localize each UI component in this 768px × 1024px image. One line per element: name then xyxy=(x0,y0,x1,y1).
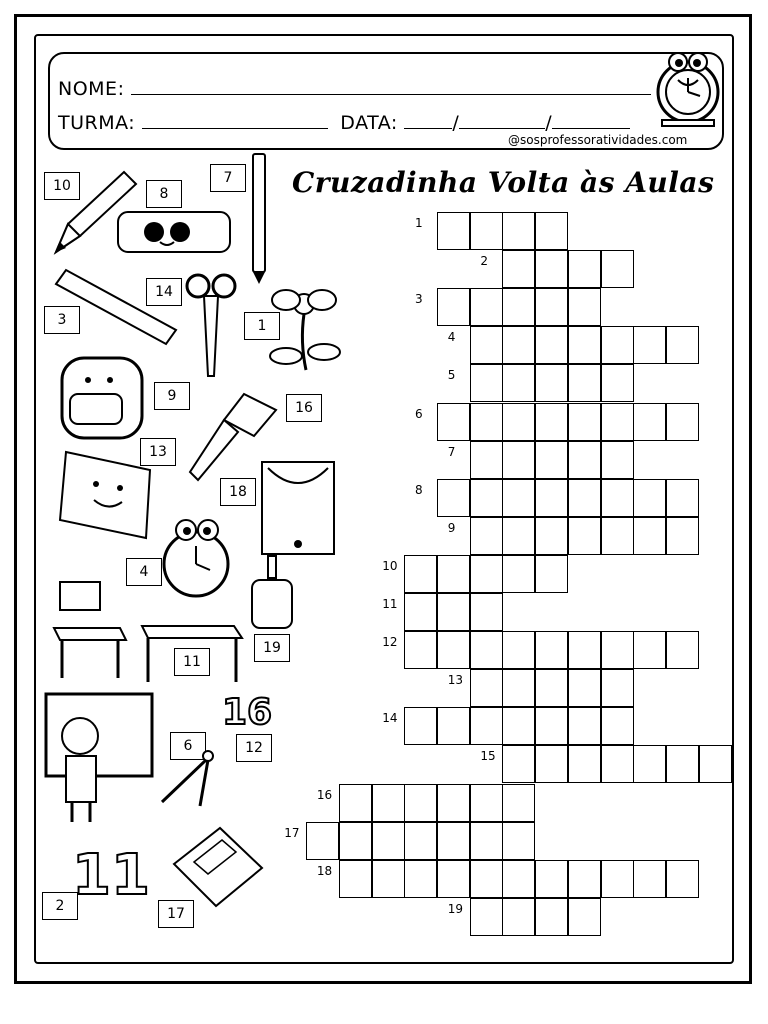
grid-cell[interactable] xyxy=(568,669,601,707)
notebook-icon xyxy=(170,824,266,910)
picture-number-3: 3 xyxy=(44,306,80,334)
grid-cell[interactable] xyxy=(470,707,503,745)
grid-cell[interactable] xyxy=(601,669,634,707)
ruler-icon xyxy=(52,266,180,348)
grid-cell[interactable] xyxy=(535,745,568,783)
grid-cell[interactable] xyxy=(601,479,634,517)
grid-cell[interactable] xyxy=(470,631,503,669)
grid-cell[interactable] xyxy=(404,631,437,669)
grid-cell[interactable] xyxy=(502,517,535,555)
grid-cell[interactable] xyxy=(535,288,568,326)
grid-cell[interactable] xyxy=(339,860,372,898)
grid-cell[interactable] xyxy=(502,631,535,669)
grid-cell[interactable] xyxy=(437,593,470,631)
grid-cell[interactable] xyxy=(666,479,699,517)
grid-cell[interactable] xyxy=(372,784,405,822)
credit-text: @sosprofessoratividades.com xyxy=(508,133,688,147)
date-month-line[interactable] xyxy=(459,110,545,129)
grid-cell[interactable] xyxy=(568,745,601,783)
grid-cell[interactable] xyxy=(502,745,535,783)
grid-cell[interactable] xyxy=(437,555,470,593)
school-desk-icon xyxy=(136,622,246,686)
svg-text:11: 11 xyxy=(72,843,150,908)
grid-cell[interactable] xyxy=(502,555,535,593)
grid-cell[interactable] xyxy=(568,288,601,326)
clue-number-12: 12 xyxy=(382,635,398,650)
svg-text:16: 16 xyxy=(222,692,273,733)
grid-cell[interactable] xyxy=(601,631,634,669)
grid-cell[interactable] xyxy=(502,441,535,479)
grid-cell[interactable] xyxy=(535,441,568,479)
date-separator: / xyxy=(452,112,460,134)
grid-cell[interactable] xyxy=(601,441,634,479)
grid-cell[interactable] xyxy=(470,784,503,822)
picture-number-19: 19 xyxy=(254,634,290,662)
grid-cell[interactable] xyxy=(470,326,503,364)
picture-number-10: 10 xyxy=(44,172,80,200)
date-year-line[interactable] xyxy=(552,110,630,129)
grid-cell[interactable] xyxy=(535,212,568,250)
grid-cell[interactable] xyxy=(601,250,634,288)
compass-icon xyxy=(156,748,222,810)
grid-cell[interactable] xyxy=(535,479,568,517)
grid-cell[interactable] xyxy=(666,745,699,783)
clue-number-3: 3 xyxy=(415,292,423,307)
number-11-icon xyxy=(70,836,150,908)
grid-cell[interactable] xyxy=(666,326,699,364)
clue-number-9: 9 xyxy=(447,520,456,535)
picture-number-12: 12 xyxy=(236,734,272,762)
glue-flower-icon xyxy=(262,282,346,374)
picture-number-14: 14 xyxy=(146,278,182,306)
grid-cell[interactable] xyxy=(633,860,666,898)
grid-cell[interactable] xyxy=(306,822,339,860)
picture-number-8: 8 xyxy=(146,180,182,208)
grid-cell[interactable] xyxy=(502,860,535,898)
grid-cell[interactable] xyxy=(633,631,666,669)
grid-cell[interactable] xyxy=(601,860,634,898)
grid-cell[interactable] xyxy=(404,860,437,898)
clock-mascot-icon xyxy=(648,44,728,128)
class-date-row xyxy=(58,110,630,134)
grid-cell[interactable] xyxy=(470,403,503,441)
grid-cell[interactable] xyxy=(470,555,503,593)
eraser-icon xyxy=(114,208,234,258)
grid-cell[interactable] xyxy=(437,288,470,326)
grid-cell[interactable] xyxy=(633,326,666,364)
grid-cell[interactable] xyxy=(535,631,568,669)
clue-number-11: 11 xyxy=(382,597,398,611)
clue-number-7: 7 xyxy=(447,444,456,459)
scissors-icon xyxy=(184,268,238,380)
picture-number-17: 17 xyxy=(158,900,194,928)
clue-number-4: 4 xyxy=(447,330,456,345)
clue-number-19: 19 xyxy=(447,901,463,916)
picture-number-7: 7 xyxy=(210,164,246,192)
clue-number-16: 16 xyxy=(316,787,333,802)
grid-cell[interactable] xyxy=(633,479,666,517)
clue-number-18: 18 xyxy=(316,863,333,878)
date-separator: / xyxy=(545,112,553,134)
grid-cell[interactable] xyxy=(568,898,601,936)
clock-icon xyxy=(156,514,238,606)
grid-cell[interactable] xyxy=(404,822,437,860)
grid-cell[interactable] xyxy=(502,288,535,326)
grid-cell[interactable] xyxy=(699,745,732,783)
number-16-icon xyxy=(218,690,280,733)
clue-number-17: 17 xyxy=(284,825,300,840)
date-day-line[interactable] xyxy=(404,110,452,129)
picture-number-6: 6 xyxy=(170,732,206,760)
grid-cell[interactable] xyxy=(437,822,470,860)
grid-cell[interactable] xyxy=(502,669,535,707)
grid-cell[interactable] xyxy=(601,707,634,745)
grid-cell[interactable] xyxy=(470,212,503,250)
grid-cell[interactable] xyxy=(666,631,699,669)
grid-cell[interactable] xyxy=(470,288,503,326)
backpack-icon xyxy=(54,346,158,442)
grid-cell[interactable] xyxy=(404,593,437,631)
grid-cell[interactable] xyxy=(502,212,535,250)
grid-cell[interactable] xyxy=(502,364,535,402)
picture-number-16: 16 xyxy=(286,394,322,422)
grid-cell[interactable] xyxy=(470,669,503,707)
grid-cell[interactable] xyxy=(470,860,503,898)
grid-cell[interactable] xyxy=(339,784,372,822)
clue-number-5: 5 xyxy=(447,368,456,383)
clue-number-13: 13 xyxy=(447,673,463,688)
picture-number-13: 13 xyxy=(140,438,176,466)
grid-cell[interactable] xyxy=(601,326,634,364)
grid-cell[interactable] xyxy=(502,250,535,288)
name-label: NOME: xyxy=(58,78,125,100)
picture-number-2: 2 xyxy=(42,892,78,920)
grid-cell[interactable] xyxy=(404,555,437,593)
grid-cell[interactable] xyxy=(339,822,372,860)
class-line[interactable] xyxy=(142,110,328,129)
grid-cell[interactable] xyxy=(470,593,503,631)
grid-cell[interactable] xyxy=(502,479,535,517)
grid-cell[interactable] xyxy=(470,441,503,479)
grid-cell[interactable] xyxy=(535,517,568,555)
grid-cell[interactable] xyxy=(372,822,405,860)
grid-cell[interactable] xyxy=(568,441,601,479)
picture-number-1: 1 xyxy=(244,312,280,340)
grid-cell[interactable] xyxy=(502,822,535,860)
grid-cell[interactable] xyxy=(601,364,634,402)
book-icon xyxy=(50,446,160,542)
grid-cell[interactable] xyxy=(568,403,601,441)
picture-number-18: 18 xyxy=(220,478,256,506)
grid-cell[interactable] xyxy=(568,860,601,898)
name-line[interactable] xyxy=(131,76,651,95)
clue-number-2: 2 xyxy=(480,254,489,269)
grid-cell[interactable] xyxy=(502,784,535,822)
grid-cell[interactable] xyxy=(535,860,568,898)
date-label: DATA: xyxy=(340,112,398,134)
grid-cell[interactable] xyxy=(666,517,699,555)
grid-cell[interactable] xyxy=(568,631,601,669)
clue-number-15: 15 xyxy=(480,749,496,764)
crayon-box-icon xyxy=(258,458,338,558)
clue-number-1: 1 xyxy=(415,216,423,230)
grid-cell[interactable] xyxy=(470,822,503,860)
glue-bottle-icon xyxy=(248,554,296,632)
grid-cell[interactable] xyxy=(535,250,568,288)
school-chair-icon xyxy=(50,578,130,682)
grid-cell[interactable] xyxy=(404,707,437,745)
name-field[interactable] xyxy=(58,76,651,100)
grid-cell[interactable] xyxy=(601,745,634,783)
grid-cell[interactable] xyxy=(372,860,405,898)
grid-cell[interactable] xyxy=(535,707,568,745)
teacher-at-board-icon xyxy=(44,692,154,828)
grid-cell[interactable] xyxy=(437,860,470,898)
picture-number-9: 9 xyxy=(154,382,190,410)
grid-cell[interactable] xyxy=(470,898,503,936)
grid-cell[interactable] xyxy=(568,707,601,745)
grid-cell[interactable] xyxy=(535,326,568,364)
picture-number-4: 4 xyxy=(126,558,162,586)
grid-cell[interactable] xyxy=(568,364,601,402)
grid-cell[interactable] xyxy=(633,517,666,555)
grid-cell[interactable] xyxy=(568,250,601,288)
grid-cell[interactable] xyxy=(568,326,601,364)
grid-cell[interactable] xyxy=(633,745,666,783)
grid-cell[interactable] xyxy=(470,364,503,402)
grid-cell[interactable] xyxy=(535,898,568,936)
worksheet-title: Cruzadinha Volta às Aulas xyxy=(292,166,715,199)
grid-cell[interactable] xyxy=(568,517,601,555)
grid-cell[interactable] xyxy=(502,403,535,441)
pen-icon xyxy=(246,150,272,286)
grid-cell[interactable] xyxy=(568,479,601,517)
grid-cell[interactable] xyxy=(601,403,634,441)
grid-cell[interactable] xyxy=(437,479,470,517)
grid-cell[interactable] xyxy=(502,707,535,745)
grid-cell[interactable] xyxy=(437,631,470,669)
grid-cell[interactable] xyxy=(404,784,437,822)
clue-number-8: 8 xyxy=(415,482,423,497)
grid-cell[interactable] xyxy=(470,517,503,555)
grid-cell[interactable] xyxy=(535,555,568,593)
grid-cell[interactable] xyxy=(502,898,535,936)
grid-cell[interactable] xyxy=(535,403,568,441)
grid-cell[interactable] xyxy=(666,860,699,898)
grid-cell[interactable] xyxy=(437,403,470,441)
grid-cell[interactable] xyxy=(535,669,568,707)
grid-cell[interactable] xyxy=(535,364,568,402)
picture-number-11: 11 xyxy=(174,648,210,676)
clue-number-10: 10 xyxy=(382,558,398,573)
grid-cell[interactable] xyxy=(666,403,699,441)
grid-cell[interactable] xyxy=(470,479,503,517)
clue-number-6: 6 xyxy=(415,406,423,421)
grid-cell[interactable] xyxy=(601,517,634,555)
grid-cell[interactable] xyxy=(437,707,470,745)
grid-cell[interactable] xyxy=(437,212,470,250)
grid-cell[interactable] xyxy=(437,784,470,822)
class-label: TURMA: xyxy=(58,112,136,134)
grid-cell[interactable] xyxy=(633,403,666,441)
clue-number-14: 14 xyxy=(382,711,398,726)
grid-cell[interactable] xyxy=(502,326,535,364)
